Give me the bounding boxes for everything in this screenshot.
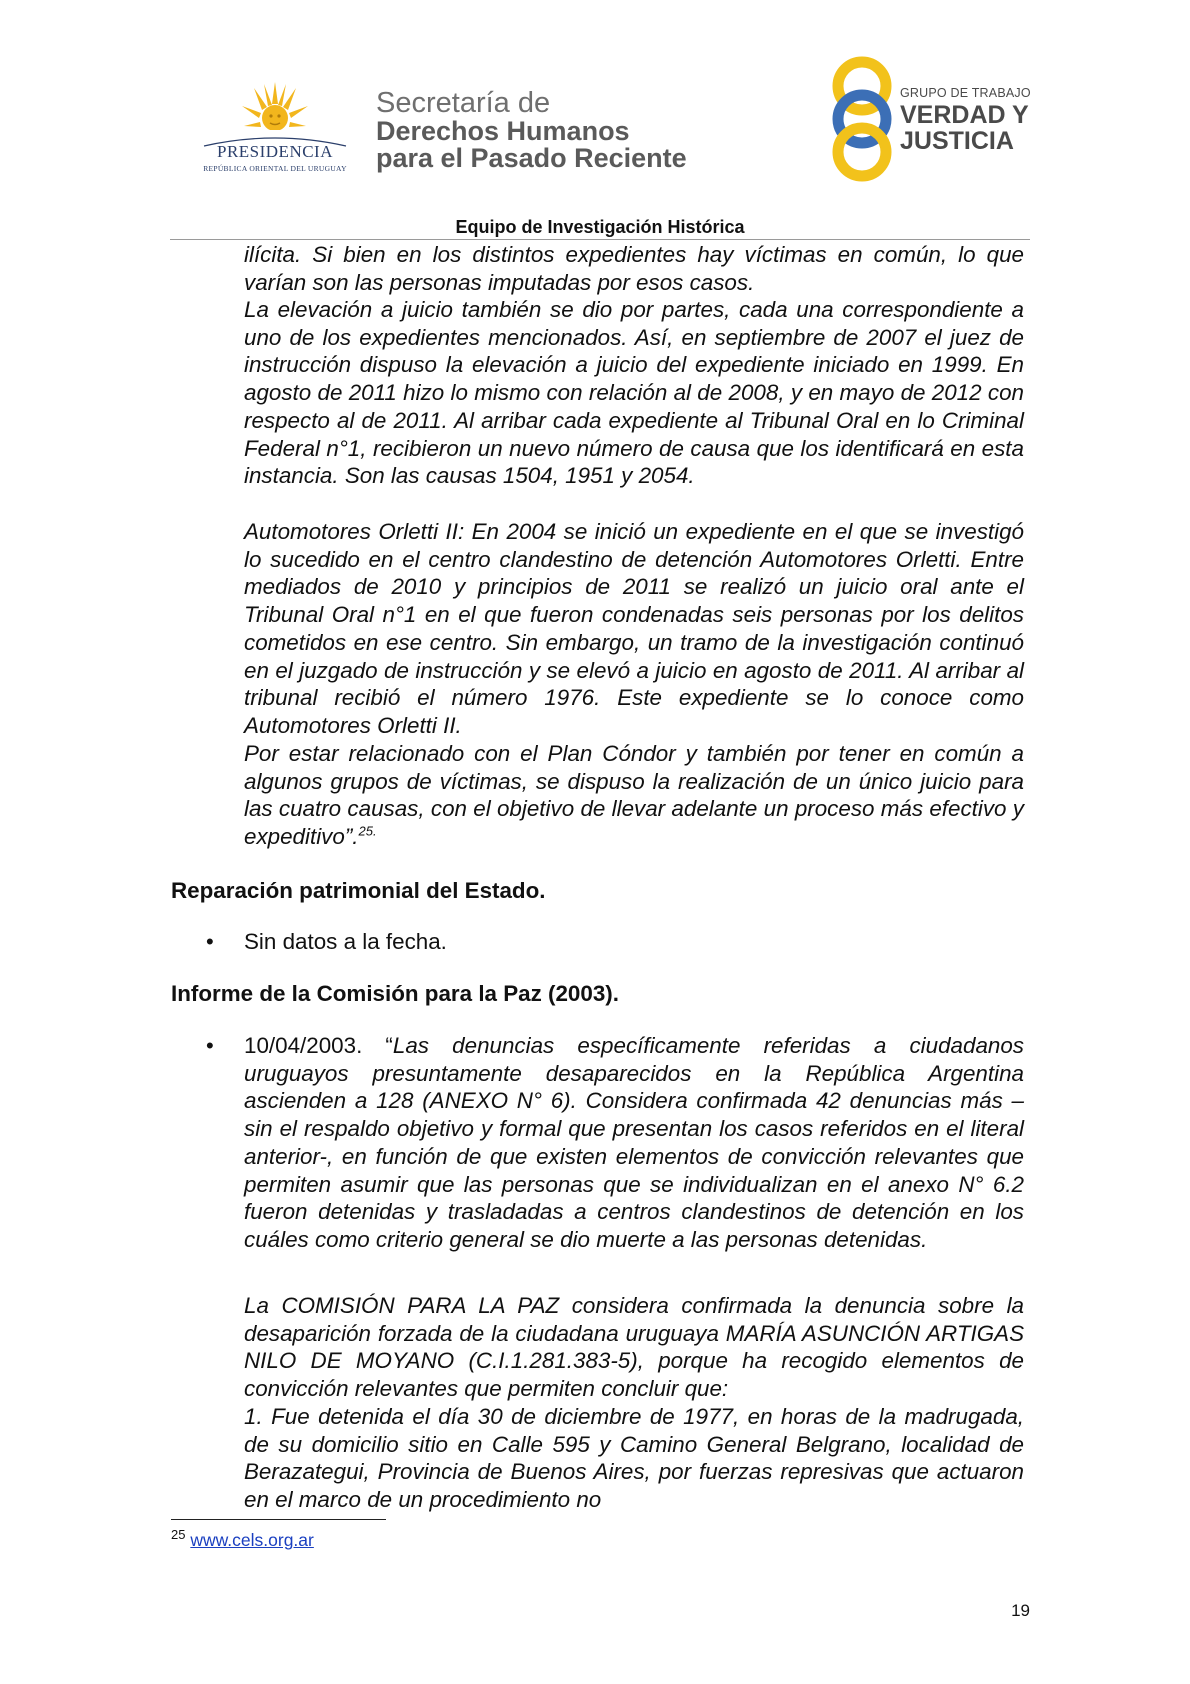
date-label: 10/04/2003. “ [244,1033,393,1058]
team-title: Equipo de Investigación Histórica [455,217,745,237]
paragraph-5-text: Las denuncias específicamente referidas a ciudadanos uruguayos presuntamente desaparecidos en la República Argentina ascienden a 128 (ANEXO N° 6). Considera confirmada 42 denuncias más –sin el respaldo objetivo y formal que presentan los casos referidos en el literal anterior-, en función de que existen elementos de convicción relevantes que permiten asumir que las personas que se individualizan en el anexo N° 6.2 fueron detenidas y trasladadas a centros clandestinos de detención en los cuáles como criterio general se dio muerte a las personas detenidas. [244,1033,1024,1252]
presidencia-logo [196,80,354,180]
rings-emblem-icon [822,56,902,182]
paragraph-2: La elevación a juicio también se dio por partes, cada una correspondiente a uno de los expedientes mencionados. Así, en septiembre de 2007 el juez de instrucción dispuso la elevación a juicio del expediente iniciado en 1999. En agosto de 2011 hizo lo mismo con relación al de 2008, y en mayo de 2012 con respecto al de 2011. Al arribar cada expediente al Tribunal Oral en lo Criminal Federal n°1, recibieron un nuevo número de causa que los identificará en esta instancia. Son las causas 1504, 1951 y 2054. [244,297,1024,489]
verdad-justicia-logo [822,56,1042,182]
secretaria-line-2: Derechos Humanos [376,116,630,146]
footnote-link[interactable]: www.cels.org.ar [190,1530,314,1550]
paragraph-3: Automotores Orletti II: En 2004 se inició un expediente en el que se investigó lo sucedido en el centro clandestino de detención Automotores Orletti. Entre mediados de 2010 y principios de 2011 se realizó un juicio oral ante el Tribunal Oral n°1 en el que fueron condenadas seis personas por los delitos cometidos en ese centro. Sin embargo, un tramo de la investigación continuó en el juzgado de instrucción y se elevó a juicio en agosto de 2011. Al arribar al tribunal recibió el número 1976. Este expediente se lo conoce como Automotores Orletti II. [244,519,1024,738]
footnote-ref-25: 25. [358,823,377,839]
paragraph-5 [244,1032,1024,1254]
header-divider [170,239,1030,240]
paragraph-7: 1. Fue detenida el día 30 de diciembre de 1977, en horas de la madrugada, de su domicilio sitio en Calle 595 y Camino General Belgrano, localidad de Berazategui, Provincia de Buenos Aires, por fuerzas represivas que actuaron en el marco de un procedimiento no [244,1404,1024,1513]
page-header [0,0,1190,240]
page-number: 19 [1011,1601,1030,1620]
paragraph-4 [244,740,1024,851]
heading-reparacion: Reparación patrimonial del Estado. [171,878,546,903]
paragraph-4-text: Por estar relacionado con el Plan Cóndor y también por tener en común a algunos grupos de víctimas, se dispuso la realización de un único juicio para las cuatro causas, con el objetivo de llevar adelante un proceso más efectivo y expeditivo”. [244,741,1024,850]
bullet-sin-datos: Sin datos a la fecha. [244,929,447,954]
justicia-label: JUSTICIA [900,127,1014,155]
presidencia-wordmark: PRESIDENCIA [216,142,333,161]
footnote-divider [171,1519,386,1520]
verdad-label: VERDAD Y [900,101,1029,129]
footnote [171,1527,314,1551]
paragraph-6: La COMISIÓN PARA LA PAZ considera confirmada la denuncia sobre la desaparición forzada de la ciudadana uruguaya MARÍA ASUNCIÓN ARTIGAS NILO DE MOYANO (C.I.1.281.383-5), porque ha recogido elementos de convicción relevantes que permiten concluir que: [244,1293,1024,1402]
secretaria-line-1: Secretaría de [376,87,551,119]
presidencia-subtitle: REPÚBLICA ORIENTAL DEL URUGUAY [203,164,347,173]
paragraph-1: ilícita. Si bien en los distintos expedientes hay víctimas en común, lo que varían son las personas imputadas por esos casos. [244,242,1024,295]
bullet-marker: • [206,1033,214,1058]
footnote-number: 25 [171,1527,186,1543]
bullet-marker: • [206,929,214,954]
secretaria-wordmark [376,88,687,172]
heading-comision-paz: Informe de la Comisión para la Paz (2003). [171,981,619,1006]
grupo-label: GRUPO DE TRABAJO [900,86,1031,100]
secretaria-line-3: para el Pasado Reciente [376,143,687,173]
